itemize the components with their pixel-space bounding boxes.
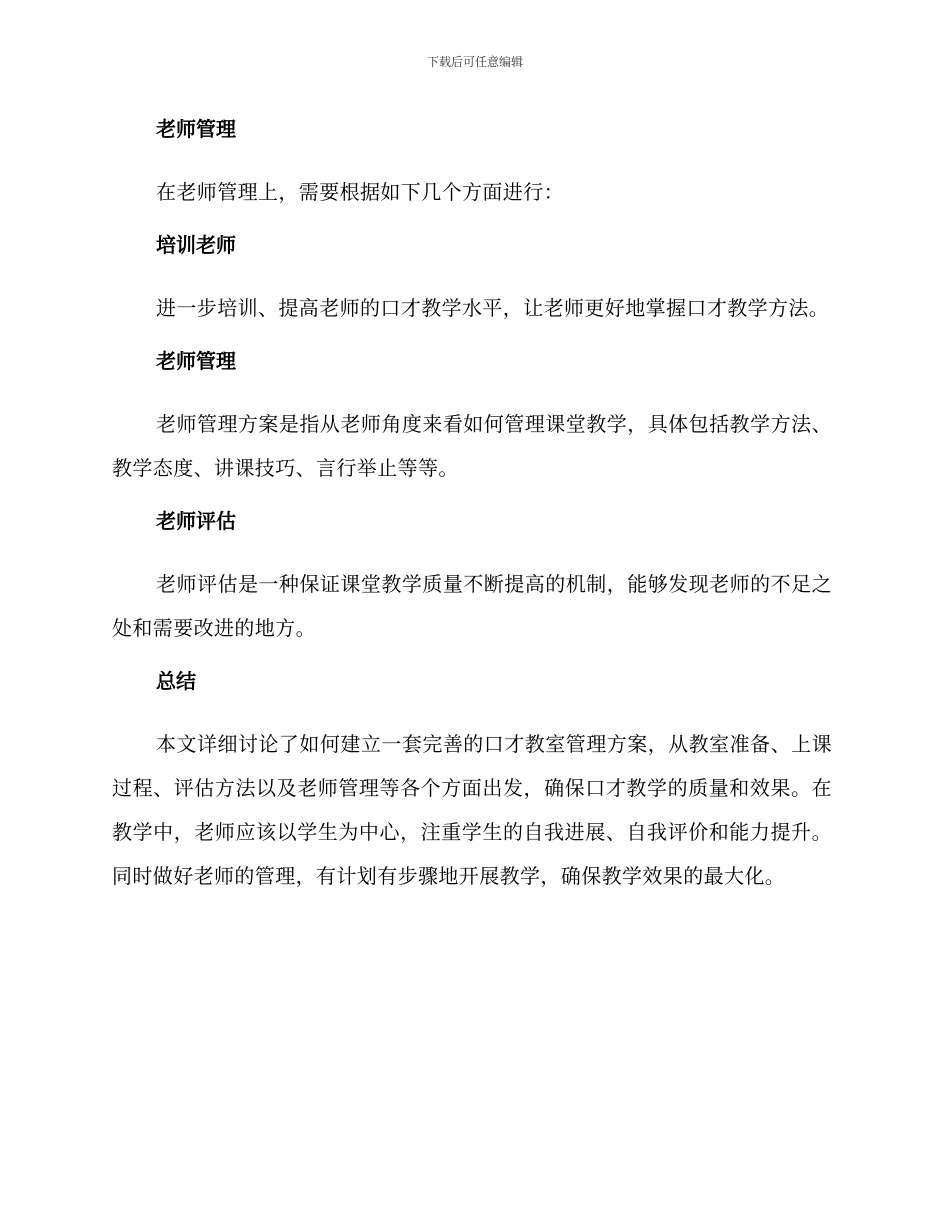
header-note: 下载后可任意编辑	[426, 55, 523, 69]
section-paragraph: 老师管理方案是指从老师角度来看如何管理课堂教学，具体包括教学方法、教学态度、讲课技巧、言行举止等等。	[112, 412, 832, 480]
section-teacher-evaluation	[112, 504, 832, 650]
section-summary	[112, 664, 832, 898]
section-paragraph: 在老师管理上，需要根据如下几个方面进行：	[156, 180, 564, 204]
document-body	[112, 112, 832, 912]
section-heading: 总结	[156, 669, 196, 693]
section-paragraph: 进一步培训、提高老师的口才教学水平，让老师更好地掌握口才教学方法。	[156, 296, 830, 320]
section-heading: 老师管理	[156, 117, 236, 141]
section-paragraph: 本文详细讨论了如何建立一套完善的口才教室管理方案，从教室准备、上课过程、评估方法以及老师管理等各个方面出发，确保口才教学的质量和效果。在教学中，老师应该以学生为中心，注重学生的自我进展、自我评价和能力提升。同时做好老师的管理，有计划有步骤地开展教学，确保教学效果的最大化。	[112, 732, 832, 888]
section-heading: 老师管理	[156, 349, 236, 373]
section-paragraph: 老师评估是一种保证课堂教学质量不断提高的机制，能够发现老师的不足之处和需要改进的地方。	[112, 572, 832, 640]
section-heading: 老师评估	[156, 509, 236, 533]
section-teacher-management-plan	[112, 344, 832, 490]
section-teacher-management	[112, 112, 832, 214]
section-heading: 培训老师	[156, 233, 236, 257]
section-train-teachers	[112, 228, 832, 330]
